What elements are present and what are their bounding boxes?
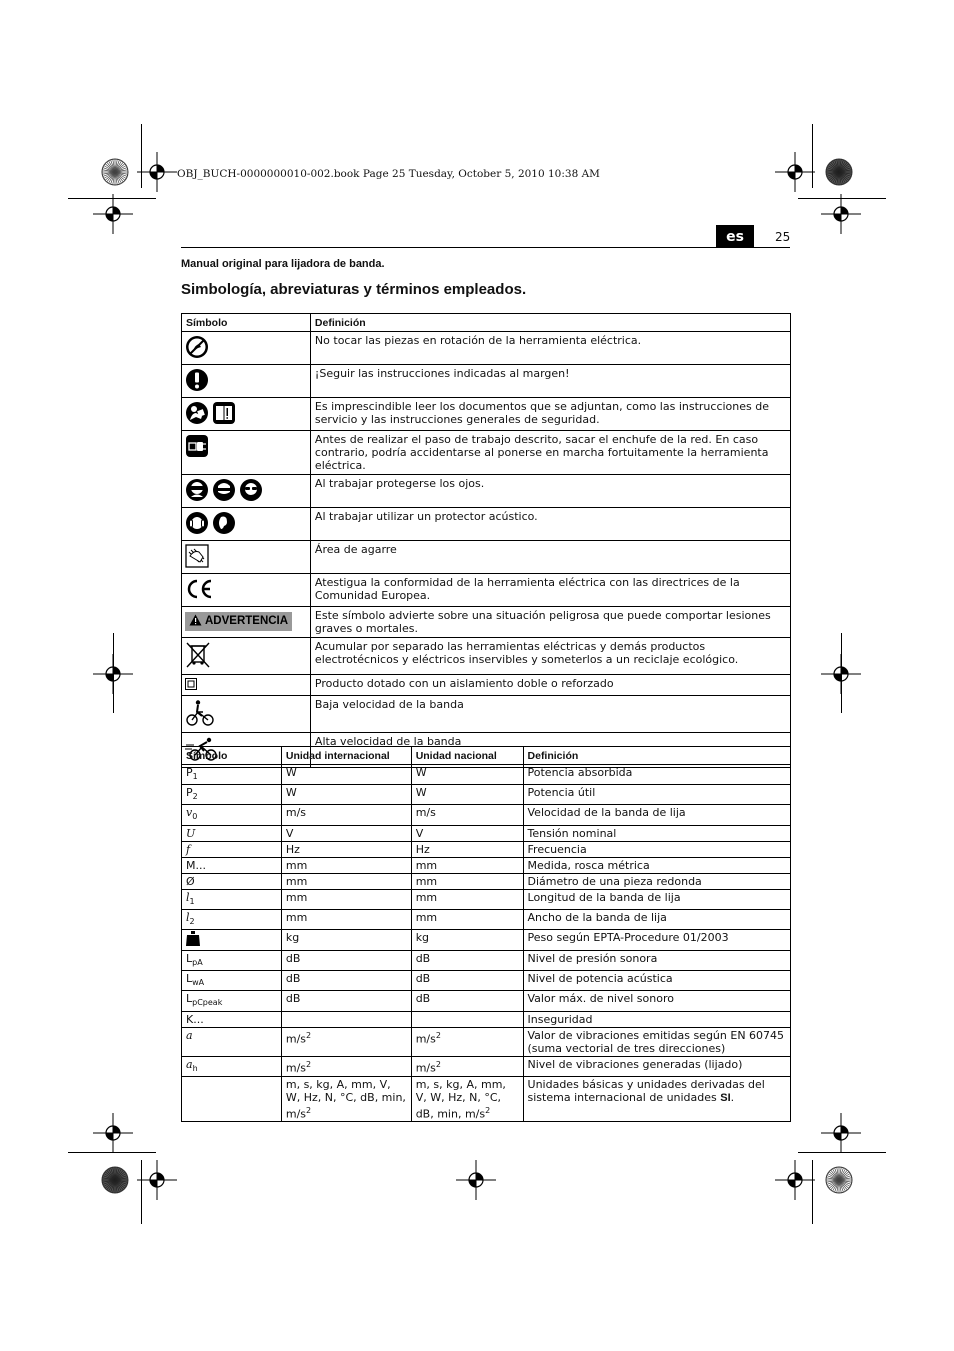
definition-text: Valor máx. de nivel sonoro xyxy=(527,992,674,1006)
definition-text: Inseguridad xyxy=(527,1012,593,1026)
national-unit-cell xyxy=(411,873,523,889)
definition-bold-text: SI xyxy=(720,1091,731,1104)
definition-cell xyxy=(523,873,790,889)
registration-mark-icon xyxy=(137,152,177,196)
table-row xyxy=(182,805,791,825)
definition-cell xyxy=(523,841,790,857)
symbol-cell xyxy=(182,675,311,696)
color-target-icon xyxy=(825,1166,853,1198)
color-target-icon xyxy=(101,1166,129,1198)
crossed-bin-icon xyxy=(185,641,211,672)
intl-unit-text: m/s xyxy=(285,1061,307,1075)
symbol-text: a xyxy=(186,1028,193,1042)
header-rule xyxy=(181,247,790,248)
definition-text: Nivel de potencia acústica xyxy=(527,972,673,986)
definition-cell: ¡Seguir las instrucciones indicadas al margen! xyxy=(310,365,790,398)
units-table xyxy=(181,746,791,1122)
symbol-text: Ø xyxy=(186,874,195,888)
table-row xyxy=(182,971,791,991)
definition-cell xyxy=(523,857,790,873)
definition-cell xyxy=(523,765,790,785)
symbol-cell xyxy=(182,765,282,785)
symbol-subscript: 0 xyxy=(192,812,198,822)
symbol-subscript: 2 xyxy=(192,792,198,802)
slow-cyclist-icon xyxy=(185,699,215,730)
unit-superscript: 2 xyxy=(306,1059,312,1069)
symbol-subscript: pA xyxy=(192,958,203,968)
section-title: Simbología, abreviaturas y términos empleados. xyxy=(181,281,527,298)
intl-unit-cell xyxy=(281,1011,411,1027)
table-row xyxy=(182,475,791,508)
unit-superscript: 2 xyxy=(485,1105,491,1115)
registration-mark-icon xyxy=(93,1113,133,1157)
intl-unit-text: Hz xyxy=(285,842,300,856)
national-unit-cell xyxy=(411,889,523,909)
national-unit-text: m, s, kg, A, mm, V, W, Hz, N, °C, dB, min, m/s xyxy=(415,1077,506,1121)
weight-icon xyxy=(186,936,200,949)
definition-text: Valor de vibraciones emitidas según EN 60745 (suma vectorial de tres direcciones) xyxy=(527,1028,785,1055)
national-unit-text: dB xyxy=(415,951,431,965)
table-row xyxy=(182,909,791,929)
symbol-cell xyxy=(182,365,311,398)
table-row xyxy=(182,508,791,541)
registration-mark-icon xyxy=(775,152,815,196)
grip-area-icon xyxy=(185,544,209,571)
definition-text: Peso según EPTA-Procedure 01/2003 xyxy=(527,930,729,944)
symbol-text: P xyxy=(186,766,193,779)
manual-subtitle: Manual original para lijadora de banda. xyxy=(181,258,385,270)
header-national-unit: Unidad nacional xyxy=(411,747,523,765)
definition-cell xyxy=(523,825,790,841)
symbol-text: M... xyxy=(186,858,206,872)
intl-unit-text: kg xyxy=(285,930,300,944)
definition-text: Diámetro de una pieza redonda xyxy=(527,874,702,888)
symbol-cell xyxy=(182,909,282,929)
symbol-cell xyxy=(182,785,282,805)
registration-mark-icon xyxy=(137,1160,177,1204)
intl-unit-cell xyxy=(281,1027,411,1056)
intl-unit-text: m, s, kg, A, mm, V, W, Hz, N, °C, dB, min, m/s xyxy=(285,1077,406,1121)
intl-unit-text: dB xyxy=(285,972,301,986)
definition-text: Nivel de vibraciones generadas (lijado) xyxy=(527,1057,743,1071)
ear-muffs-icon xyxy=(185,511,209,538)
intl-unit-cell xyxy=(281,889,411,909)
national-unit-text: W xyxy=(415,786,427,800)
symbol-cell xyxy=(182,638,311,675)
table-row xyxy=(182,1011,791,1027)
symbol-cell xyxy=(182,889,282,909)
definition-text: Ancho de la banda de lija xyxy=(527,910,667,924)
table-row xyxy=(182,991,791,1011)
symbol-cell xyxy=(182,332,311,365)
intl-unit-cell xyxy=(281,765,411,785)
symbol-cell xyxy=(182,825,282,841)
page-number: 25 xyxy=(775,230,791,244)
table-row xyxy=(182,889,791,909)
warning-label-text: ADVERTENCIA xyxy=(205,615,289,627)
definition-text: Velocidad de la banda de lija xyxy=(527,806,686,820)
national-unit-cell xyxy=(411,857,523,873)
intl-unit-cell xyxy=(281,785,411,805)
unit-superscript: 2 xyxy=(306,1105,312,1115)
intl-unit-cell xyxy=(281,991,411,1011)
ear-protector-icon xyxy=(212,511,236,538)
symbol-text: l xyxy=(186,910,190,924)
symbol-text: K... xyxy=(186,1012,204,1026)
national-unit-text: dB xyxy=(415,992,431,1006)
symbol-text: L xyxy=(186,992,193,1006)
unit-superscript: 2 xyxy=(306,1030,312,1040)
goggles-icon xyxy=(185,478,209,505)
symbol-text: a xyxy=(186,1057,193,1071)
definition-text: Unidades básicas y unidades derivadas del sistema internacional de unidades xyxy=(527,1077,765,1104)
national-unit-text: m/s xyxy=(415,1032,436,1046)
intl-unit-text: m/s xyxy=(285,806,307,820)
intl-unit-text: dB xyxy=(285,992,301,1006)
table-row xyxy=(182,1027,791,1056)
definition-tail-text: . xyxy=(730,1090,735,1104)
symbol-cell xyxy=(182,857,282,873)
table-row xyxy=(182,541,791,574)
table-row xyxy=(182,825,791,841)
intl-unit-cell xyxy=(281,857,411,873)
color-target-icon xyxy=(825,158,853,190)
symbol-subscript: h xyxy=(192,1063,198,1073)
no-touch-rotating-icon xyxy=(185,335,209,362)
table-row xyxy=(182,929,791,950)
symbol-cell xyxy=(182,696,311,733)
intl-unit-cell xyxy=(281,971,411,991)
national-unit-cell xyxy=(411,805,523,825)
symbol-cell xyxy=(182,971,282,991)
national-unit-cell xyxy=(411,909,523,929)
national-unit-text: mm xyxy=(415,890,438,904)
symbol-cell xyxy=(182,607,311,638)
symbol-text: l xyxy=(186,890,190,904)
definition-cell: Alta velocidad de la banda xyxy=(310,733,790,768)
table-row xyxy=(182,841,791,857)
intl-unit-cell xyxy=(281,841,411,857)
table-row xyxy=(182,765,791,785)
registration-mark-icon xyxy=(821,194,861,238)
definition-cell xyxy=(523,1011,790,1027)
manual-book-icon xyxy=(212,401,236,428)
national-unit-cell xyxy=(411,929,523,950)
intl-unit-cell xyxy=(281,825,411,841)
national-unit-cell xyxy=(411,785,523,805)
definition-cell xyxy=(523,785,790,805)
definition-cell: Al trabajar utilizar un protector acústico. xyxy=(310,508,790,541)
definition-cell xyxy=(523,971,790,991)
registration-mark-icon xyxy=(93,194,133,238)
national-unit-cell xyxy=(411,1056,523,1076)
intl-unit-text: m/s xyxy=(285,1032,307,1046)
table-row xyxy=(182,1076,791,1122)
intl-unit-text: mm xyxy=(285,890,308,904)
warning-label xyxy=(185,612,292,631)
table-row xyxy=(182,873,791,889)
national-unit-text: W xyxy=(415,766,427,779)
symbol-subscript: pCpeak xyxy=(192,998,223,1008)
definition-text: Nivel de presión sonora xyxy=(527,951,658,965)
header-definition: Definición xyxy=(310,314,790,332)
table-row xyxy=(182,1056,791,1076)
definition-text: Longitud de la banda de lija xyxy=(527,890,681,904)
ce-mark-icon xyxy=(185,577,215,604)
national-unit-text: Hz xyxy=(415,842,430,856)
symbol-cell xyxy=(182,475,311,508)
national-unit-cell xyxy=(411,1027,523,1056)
symbol-cell xyxy=(182,841,282,857)
table-row xyxy=(182,857,791,873)
definition-cell: Atestigua la conformidad de la herramienta eléctrica con las directrices de la Comunidad Europea. xyxy=(310,574,790,607)
header-symbol: Símbolo xyxy=(182,314,311,332)
symbol-cell xyxy=(182,431,311,475)
symbol-cell xyxy=(182,950,282,970)
registration-mark-icon xyxy=(775,1160,815,1204)
exclamation-icon xyxy=(185,368,209,395)
symbol-text: P xyxy=(186,786,193,800)
symbol-text: U xyxy=(186,826,196,840)
intl-unit-cell xyxy=(281,873,411,889)
definition-text: Medida, rosca métrica xyxy=(527,858,650,872)
symbol-text: f xyxy=(186,842,191,856)
header-symbol: Símbolo xyxy=(182,747,282,765)
definition-text: Frecuencia xyxy=(527,842,587,856)
national-unit-text: mm xyxy=(415,858,438,872)
intl-unit-text: dB xyxy=(285,951,301,965)
definition-cell xyxy=(523,929,790,950)
read-manual-icon xyxy=(185,401,209,428)
intl-unit-text: mm xyxy=(285,858,308,872)
symbol-cell xyxy=(182,1011,282,1027)
intl-unit-cell xyxy=(281,950,411,970)
national-unit-cell xyxy=(411,971,523,991)
definition-text: Potencia absorbida xyxy=(527,766,633,779)
table-row xyxy=(182,607,791,638)
symbol-cell xyxy=(182,508,311,541)
symbol-cell xyxy=(182,991,282,1011)
intl-unit-text: W xyxy=(285,786,297,800)
intl-unit-cell xyxy=(281,929,411,950)
table-row xyxy=(182,332,791,365)
intl-unit-cell xyxy=(281,805,411,825)
intl-unit-cell xyxy=(281,909,411,929)
registration-mark-icon xyxy=(93,654,133,698)
symbol-subscript: 1 xyxy=(189,896,195,906)
national-unit-cell xyxy=(411,765,523,785)
symbol-text: L xyxy=(186,951,193,965)
symbol-cell xyxy=(182,541,311,574)
table-row xyxy=(182,675,791,696)
unplug-icon xyxy=(185,434,209,461)
definition-cell xyxy=(523,1076,790,1122)
national-unit-cell xyxy=(411,1011,523,1027)
symbol-cell xyxy=(182,929,282,950)
national-unit-cell xyxy=(411,825,523,841)
intl-unit-cell xyxy=(281,1056,411,1076)
symbol-cell xyxy=(182,1056,282,1076)
symbol-cell xyxy=(182,1076,282,1122)
national-unit-text: m/s xyxy=(415,806,436,820)
symbol-text: L xyxy=(186,972,193,986)
intl-unit-text: mm xyxy=(285,910,308,924)
table-row xyxy=(182,950,791,970)
national-unit-text: kg xyxy=(415,930,430,944)
national-unit-text: mm xyxy=(415,910,438,924)
national-unit-text: m/s xyxy=(415,1061,436,1075)
intl-unit-text: W xyxy=(285,766,297,779)
definition-cell xyxy=(523,950,790,970)
table-row xyxy=(182,696,791,733)
intl-unit-text: mm xyxy=(285,874,308,888)
symbol-cell xyxy=(182,574,311,607)
national-unit-text: dB xyxy=(415,972,431,986)
definition-cell: Este símbolo advierte sobre una situación peligrosa que puede comportar lesiones graves o mortales. xyxy=(310,607,790,638)
definition-cell xyxy=(523,991,790,1011)
definition-cell: Acumular por separado las herramientas eléctricas y demás productos electrotécnicos y eléctricos inservibles y someterlos a un reciclaje ecológico. xyxy=(310,638,790,675)
definition-cell xyxy=(523,805,790,825)
symbol-subscript: 1 xyxy=(192,772,198,782)
symbol-cell xyxy=(182,805,282,825)
symbol-cell xyxy=(182,1027,282,1056)
definition-cell: Antes de realizar el paso de trabajo descrito, sacar el enchufe de la red. En caso contrario, podría accidentarse al ponerse en marcha fortuitamente la herramienta eléctrica. xyxy=(310,431,790,475)
warning-triangle-icon xyxy=(189,615,205,627)
face-shield-icon xyxy=(212,478,236,505)
table-row xyxy=(182,431,791,475)
registration-mark-icon xyxy=(456,1160,496,1204)
table-row xyxy=(182,638,791,675)
intl-unit-cell xyxy=(281,1076,411,1122)
book-info-line: OBJ_BUCH-0000000010-002.book Page 25 Tuesday, October 5, 2010 10:38 AM xyxy=(177,168,600,180)
symbol-cell xyxy=(182,873,282,889)
unit-superscript: 2 xyxy=(435,1030,441,1040)
definition-cell: Producto dotado con un aislamiento doble o reforzado xyxy=(310,675,790,696)
table-row xyxy=(182,574,791,607)
symbol-subscript: 2 xyxy=(189,916,195,926)
table-row xyxy=(182,398,791,431)
intl-unit-text: V xyxy=(285,826,294,840)
definition-cell xyxy=(523,1027,790,1056)
definition-cell xyxy=(523,1056,790,1076)
definition-cell: Área de agarre xyxy=(310,541,790,574)
national-unit-text: mm xyxy=(415,874,438,888)
national-unit-cell xyxy=(411,841,523,857)
registration-mark-icon xyxy=(821,1113,861,1157)
symbols-table-header xyxy=(182,314,791,332)
definition-text: Tensión nominal xyxy=(527,826,617,840)
definition-text: Potencia útil xyxy=(527,786,596,800)
table-row xyxy=(182,365,791,398)
symbol-subscript: wA xyxy=(192,978,205,988)
definition-cell xyxy=(523,889,790,909)
symbols-table xyxy=(181,313,791,768)
color-target-icon xyxy=(101,158,129,190)
header-intl-unit: Unidad internacional xyxy=(281,747,411,765)
national-unit-text: V xyxy=(415,826,424,840)
double-insulation-icon xyxy=(185,678,197,693)
units-table-header xyxy=(182,747,791,765)
national-unit-cell xyxy=(411,950,523,970)
registration-mark-icon xyxy=(821,654,861,698)
definition-cell xyxy=(523,909,790,929)
unit-superscript: 2 xyxy=(435,1059,441,1069)
symbol-text: v xyxy=(186,806,193,820)
symbol-cell xyxy=(182,398,311,431)
table-row xyxy=(182,785,791,805)
national-unit-cell xyxy=(411,1076,523,1122)
language-badge: es xyxy=(716,225,754,247)
national-unit-cell xyxy=(411,991,523,1011)
header-definition: Definición xyxy=(523,747,790,765)
definition-cell: No tocar las piezas en rotación de la herramienta eléctrica. xyxy=(310,332,790,365)
definition-cell: Baja velocidad de la banda xyxy=(310,696,790,733)
definition-cell: Es imprescindible leer los documentos que se adjuntan, como las instrucciones de servicio y las instrucciones generales de seguridad. xyxy=(310,398,790,431)
definition-cell: Al trabajar protegerse los ojos. xyxy=(310,475,790,508)
safety-glasses-icon xyxy=(239,478,263,505)
